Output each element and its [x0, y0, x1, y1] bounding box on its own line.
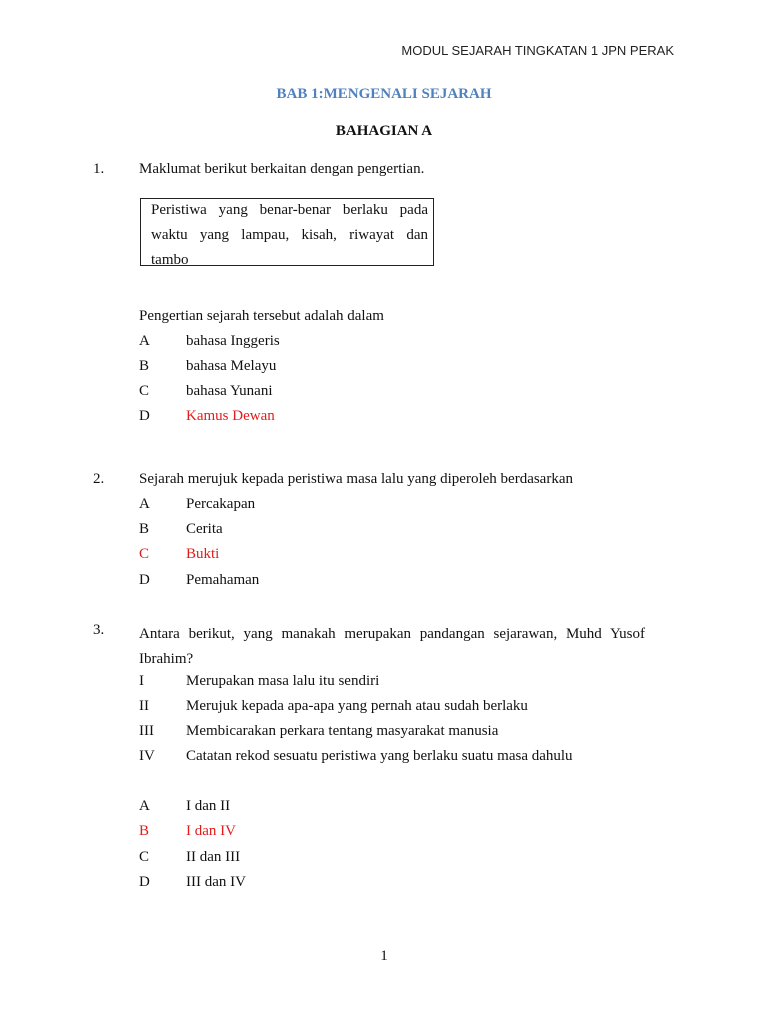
option-letter: C	[139, 383, 150, 399]
question-prompt: Pengertian sejarah tersebut adalah dalam	[139, 308, 384, 324]
option-letter: B	[139, 358, 150, 374]
info-box-line: waktu yang lampau, kisah, riwayat dan	[151, 227, 428, 243]
option-text: III dan IV	[186, 874, 246, 890]
statement-roman: II	[139, 698, 149, 714]
page-number: 1	[380, 948, 388, 964]
statement-text: Catatan rekod sesuatu peristiwa yang berlaku suatu masa dahulu	[186, 748, 573, 764]
option-text-correct: I dan IV	[186, 823, 236, 839]
option-text: Pemahaman	[186, 572, 260, 588]
option-text: bahasa Yunani	[186, 383, 273, 399]
info-box-line: Peristiwa yang benar-benar berlaku pada	[151, 202, 428, 218]
option-letter: D	[139, 874, 150, 890]
option-text: II dan III	[186, 849, 241, 865]
question-stem: Antara berikut, yang manakah merupakan pandangan sejarawan, Muhd Yusof Ibrahim?	[139, 626, 645, 667]
info-box	[140, 198, 434, 266]
running-header: MODUL SEJARAH TINGKATAN 1 JPN PERAK	[401, 43, 674, 58]
option-text: Percakapan	[186, 496, 256, 512]
statement-text: Merujuk kepada apa-apa yang pernah atau sudah berlaku	[186, 698, 528, 714]
option-text: I dan II	[186, 798, 231, 814]
question-stem: Sejarah merujuk kepada peristiwa masa lalu yang diperoleh berdasarkan	[139, 471, 573, 487]
option-letter: A	[139, 798, 150, 814]
statement-roman: I	[139, 673, 144, 689]
section-title: BAHAGIAN A	[335, 123, 433, 139]
option-text: Cerita	[186, 521, 223, 537]
question-number: 1.	[93, 161, 105, 177]
option-letter: D	[139, 408, 150, 424]
statement-text: Merupakan masa lalu itu sendiri	[186, 673, 380, 689]
statement-roman: III	[139, 723, 154, 739]
option-letter-correct: C	[139, 546, 150, 562]
option-letter: A	[139, 496, 150, 512]
option-letter: A	[139, 333, 150, 349]
option-text-correct: Kamus Dewan	[186, 408, 275, 424]
option-text: bahasa Inggeris	[186, 333, 280, 349]
question-number: 3.	[93, 622, 105, 638]
option-letter: C	[139, 849, 150, 865]
question-number: 2.	[93, 471, 105, 487]
option-letter-correct: B	[139, 823, 150, 839]
option-text-correct: Bukti	[186, 546, 220, 562]
statement-text: Membicarakan perkara tentang masyarakat manusia	[186, 723, 499, 739]
info-box-line: tambo	[151, 252, 189, 268]
option-letter: D	[139, 572, 150, 588]
option-text: bahasa Melayu	[186, 358, 277, 374]
chapter-title: BAB 1:MENGENALI SEJARAH	[276, 86, 492, 102]
option-letter: B	[139, 521, 150, 537]
statement-roman: IV	[139, 748, 155, 764]
question-stem: Maklumat berikut berkaitan dengan pengertian.	[139, 161, 425, 177]
